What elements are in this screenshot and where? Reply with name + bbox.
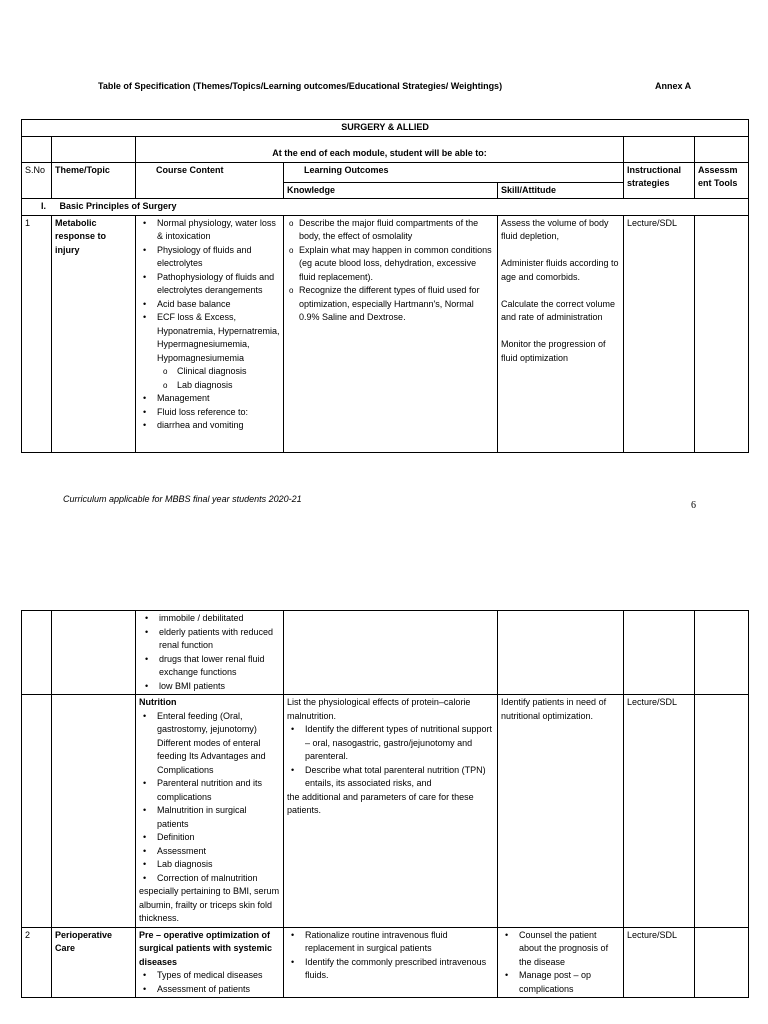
content-header: Course Content (136, 162, 284, 199)
list-item: • Fluid loss reference to: (139, 406, 280, 420)
row-sno: 2 (22, 927, 52, 998)
row-knowledge (284, 695, 498, 928)
list-item: • Describe what total parenteral nutrition (TPN) entails, its associated risks, and (287, 764, 494, 791)
skill-text: Administer fluids according to age and comorbids. (501, 258, 619, 282)
skill-header: Skill/Attitude (498, 182, 624, 199)
instructional-header: Instructional strategies (624, 162, 695, 199)
list-item: o Recognize the different types of fluid used for optimization, especially Hartmann's, Normal 0.9% Saline and Dextrose. (287, 284, 494, 325)
list-item: • immobile / debilitated (139, 612, 280, 626)
preop-heading: Pre – operative optimization of surgical patients with systemic diseases (139, 929, 273, 967)
table-row (22, 927, 749, 998)
list-item: • Normal physiology, water loss & intoxication (139, 217, 280, 244)
list-item: • ECF loss & Excess, Hyponatremia, Hypernatremia, Hypermagnesiumemia, Hypomagnesiumemia (139, 311, 280, 365)
nutrition-modes: Different modes of enteral feeding Its Advantages and Complications (157, 737, 266, 775)
skill-text: Monitor the progression of fluid optimization (501, 339, 606, 363)
row-skill (498, 215, 624, 452)
theme-header: Theme/Topic (52, 162, 136, 199)
page-number: 6 (691, 500, 696, 511)
row-knowledge (284, 215, 498, 452)
list-item: • Types of medical diseases (139, 969, 280, 983)
list-item: • low BMI patients (139, 680, 280, 694)
row-assessment (695, 215, 749, 452)
list-item: • Definition (139, 831, 280, 845)
row-instructional: Lecture/SDL (624, 695, 695, 928)
list-item: • Assessment (139, 845, 280, 859)
row-instructional: Lecture/SDL (624, 927, 695, 998)
list-item: • Pathophysiology of fluids and electrolytes derangements (139, 271, 280, 298)
list-item: • Lab diagnosis (139, 858, 280, 872)
specification-table-continued (21, 610, 749, 998)
list-item: • Rationalize routine intravenous fluid replacement in surgical patients (287, 929, 494, 956)
page-2 (0, 550, 768, 1024)
band-row (22, 120, 749, 137)
band-title: SURGERY & ALLIED (22, 120, 749, 137)
sub-band-title: At the end of each module, student will be able to: (136, 136, 624, 162)
list-item: • Counsel the patient about the prognosis of the disease (501, 929, 620, 970)
row-skill: Identify patients in need of nutritional optimization. (498, 695, 624, 928)
footer-note: Curriculum applicable for MBBS final year students 2020-21 (63, 494, 302, 504)
sub-band-row (22, 136, 749, 162)
row-theme: Metabolic response to injury (52, 215, 136, 452)
row-instructional: Lecture/SDL (624, 215, 695, 452)
document-title: Table of Specification (Themes/Topics/Learning outcomes/Educational Strategies/ Weightings) (98, 81, 503, 91)
row-knowledge (284, 927, 498, 998)
list-item: o Explain what may happen in common conditions (eg acute blood loss, dehydration, excessive fluid replacement). (287, 244, 494, 285)
assessment-header: Assessm ent Tools (695, 162, 749, 199)
list-item: • Malnutrition in surgical patients (139, 804, 280, 831)
list-item: • drugs that lower renal fluid exchange functions (139, 653, 280, 680)
knowledge-tail: the additional and parameters of care for these patients. (287, 791, 474, 815)
list-item: • Correction of malnutrition (139, 872, 280, 886)
row-content (136, 695, 284, 928)
list-item: • Parenteral nutrition and its complications (139, 777, 280, 804)
table-row (22, 611, 749, 695)
nutrition-heading: Nutrition (139, 697, 177, 707)
list-item: • Physiology of fluids and electrolytes (139, 244, 280, 271)
knowledge-intro: List the physiological effects of protein–calorie malnutrition. (287, 697, 471, 721)
annex-label: Annex A (655, 81, 692, 91)
page-gap (0, 540, 768, 550)
section-title: Basic Principles of Surgery (59, 201, 177, 211)
row-content (136, 215, 284, 452)
nutrition-tail: especially pertaining to BMI, serum albumin, frailty or triceps skin fold thickness. (139, 886, 280, 923)
list-item: • diarrhea and vomiting (139, 419, 280, 433)
skill-text: Assess the volume of body fluid depletion, (501, 217, 609, 241)
outcomes-header: Learning Outcomes (284, 162, 624, 182)
row-sno: 1 (22, 215, 52, 452)
list-item: • Enteral feeding (Oral, gastrostomy, jejunotomy) (139, 710, 280, 737)
skill-text: Calculate the correct volume and rate of administration (501, 298, 616, 322)
row-content (136, 611, 284, 695)
row-content (136, 927, 284, 998)
table-row (22, 215, 749, 452)
row-skill (498, 927, 624, 998)
list-item: o Describe the major fluid compartments of the body, the effect of osmolality (287, 217, 494, 244)
list-item: o Clinical diagnosis (139, 365, 280, 379)
section-heading (22, 199, 749, 216)
list-item: • Management (139, 392, 280, 406)
specification-table (21, 119, 749, 453)
section-row (22, 199, 749, 216)
row-theme: Perioperative Care (52, 927, 136, 998)
list-item: • Identify the commonly prescribed intravenous fluids. (287, 956, 494, 983)
list-item: • Acid base balance (139, 298, 280, 312)
list-item: • Manage post – op complications (501, 969, 620, 996)
section-number: I. (41, 201, 47, 211)
list-item: • Identify the different types of nutritional support – oral, nasogastric, gastro/jejunotomy and parenteral. (287, 723, 494, 764)
list-item: o Lab diagnosis (139, 379, 280, 393)
header-row (22, 162, 749, 182)
list-item: • Assessment of patients (139, 983, 280, 997)
table-row (22, 695, 749, 928)
knowledge-header: Knowledge (284, 182, 498, 199)
sno-header: S.No (22, 162, 52, 199)
list-item: • elderly patients with reduced renal function (139, 626, 280, 653)
